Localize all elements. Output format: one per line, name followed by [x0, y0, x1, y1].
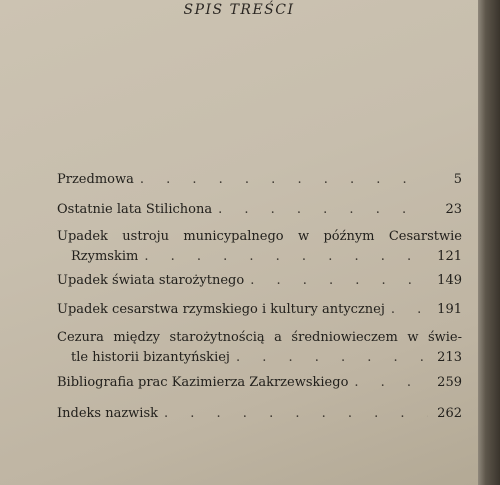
dot-leader: [218, 202, 428, 218]
toc-page-number: 191: [437, 302, 462, 317]
book-spine-edge: [478, 0, 500, 485]
page-heading: SPIS TREŚCI: [183, 2, 295, 18]
toc-entry-ustroj-municypalny: [57, 229, 462, 269]
toc-entry-title: Przedmowa: [57, 172, 134, 187]
dot-leader: [144, 249, 428, 265]
toc-entry-stilichon: [57, 202, 462, 222]
toc-entry-bibliografia: [57, 375, 462, 395]
toc-entry-cesarstwo-rzymskie: [57, 302, 462, 322]
toc-entry-title: Bibliografia prac Kazimierza Zakrzewskiego: [57, 375, 349, 390]
toc-entry-title-continued: tle historii bizantyńskiej: [71, 350, 230, 365]
toc-entry-title: Upadek ustroju municypalnego w późnym Cesarstwie: [57, 229, 462, 244]
toc-entry-title: Ostatnie lata Stilichona: [57, 202, 213, 217]
toc-entry-swiat-starozytny: [57, 273, 462, 293]
toc-entry-title: Cezura między starożytnością a średniowieczem w świe-: [57, 330, 462, 345]
dot-leader: [354, 375, 428, 391]
toc-page-number: 262: [437, 406, 462, 421]
toc-entry-przedmowa: [57, 172, 462, 192]
toc-page-number: 259: [437, 375, 462, 390]
toc-page-number: 213: [437, 350, 462, 365]
toc-entry-title: Upadek świata starożytnego: [57, 273, 245, 288]
dot-leader: [140, 172, 428, 188]
dot-leader: [236, 350, 428, 366]
toc-entry-title: Upadek cesarstwa rzymskiego i kultury antycznej: [57, 302, 385, 317]
dot-leader: [250, 273, 428, 289]
toc-page-number: 121: [437, 249, 462, 264]
toc-entry-indeks: [57, 406, 462, 426]
toc-entry-title: Indeks nazwisk: [57, 406, 159, 421]
dot-leader: [164, 406, 428, 422]
toc-page-number: 23: [445, 202, 462, 217]
toc-entry-cezura: [57, 330, 462, 370]
toc-page-number: 149: [437, 273, 462, 288]
toc-entry-title-continued: Rzymskim: [71, 249, 139, 264]
toc-page-number: 5: [453, 172, 462, 187]
dot-leader: [391, 302, 428, 318]
